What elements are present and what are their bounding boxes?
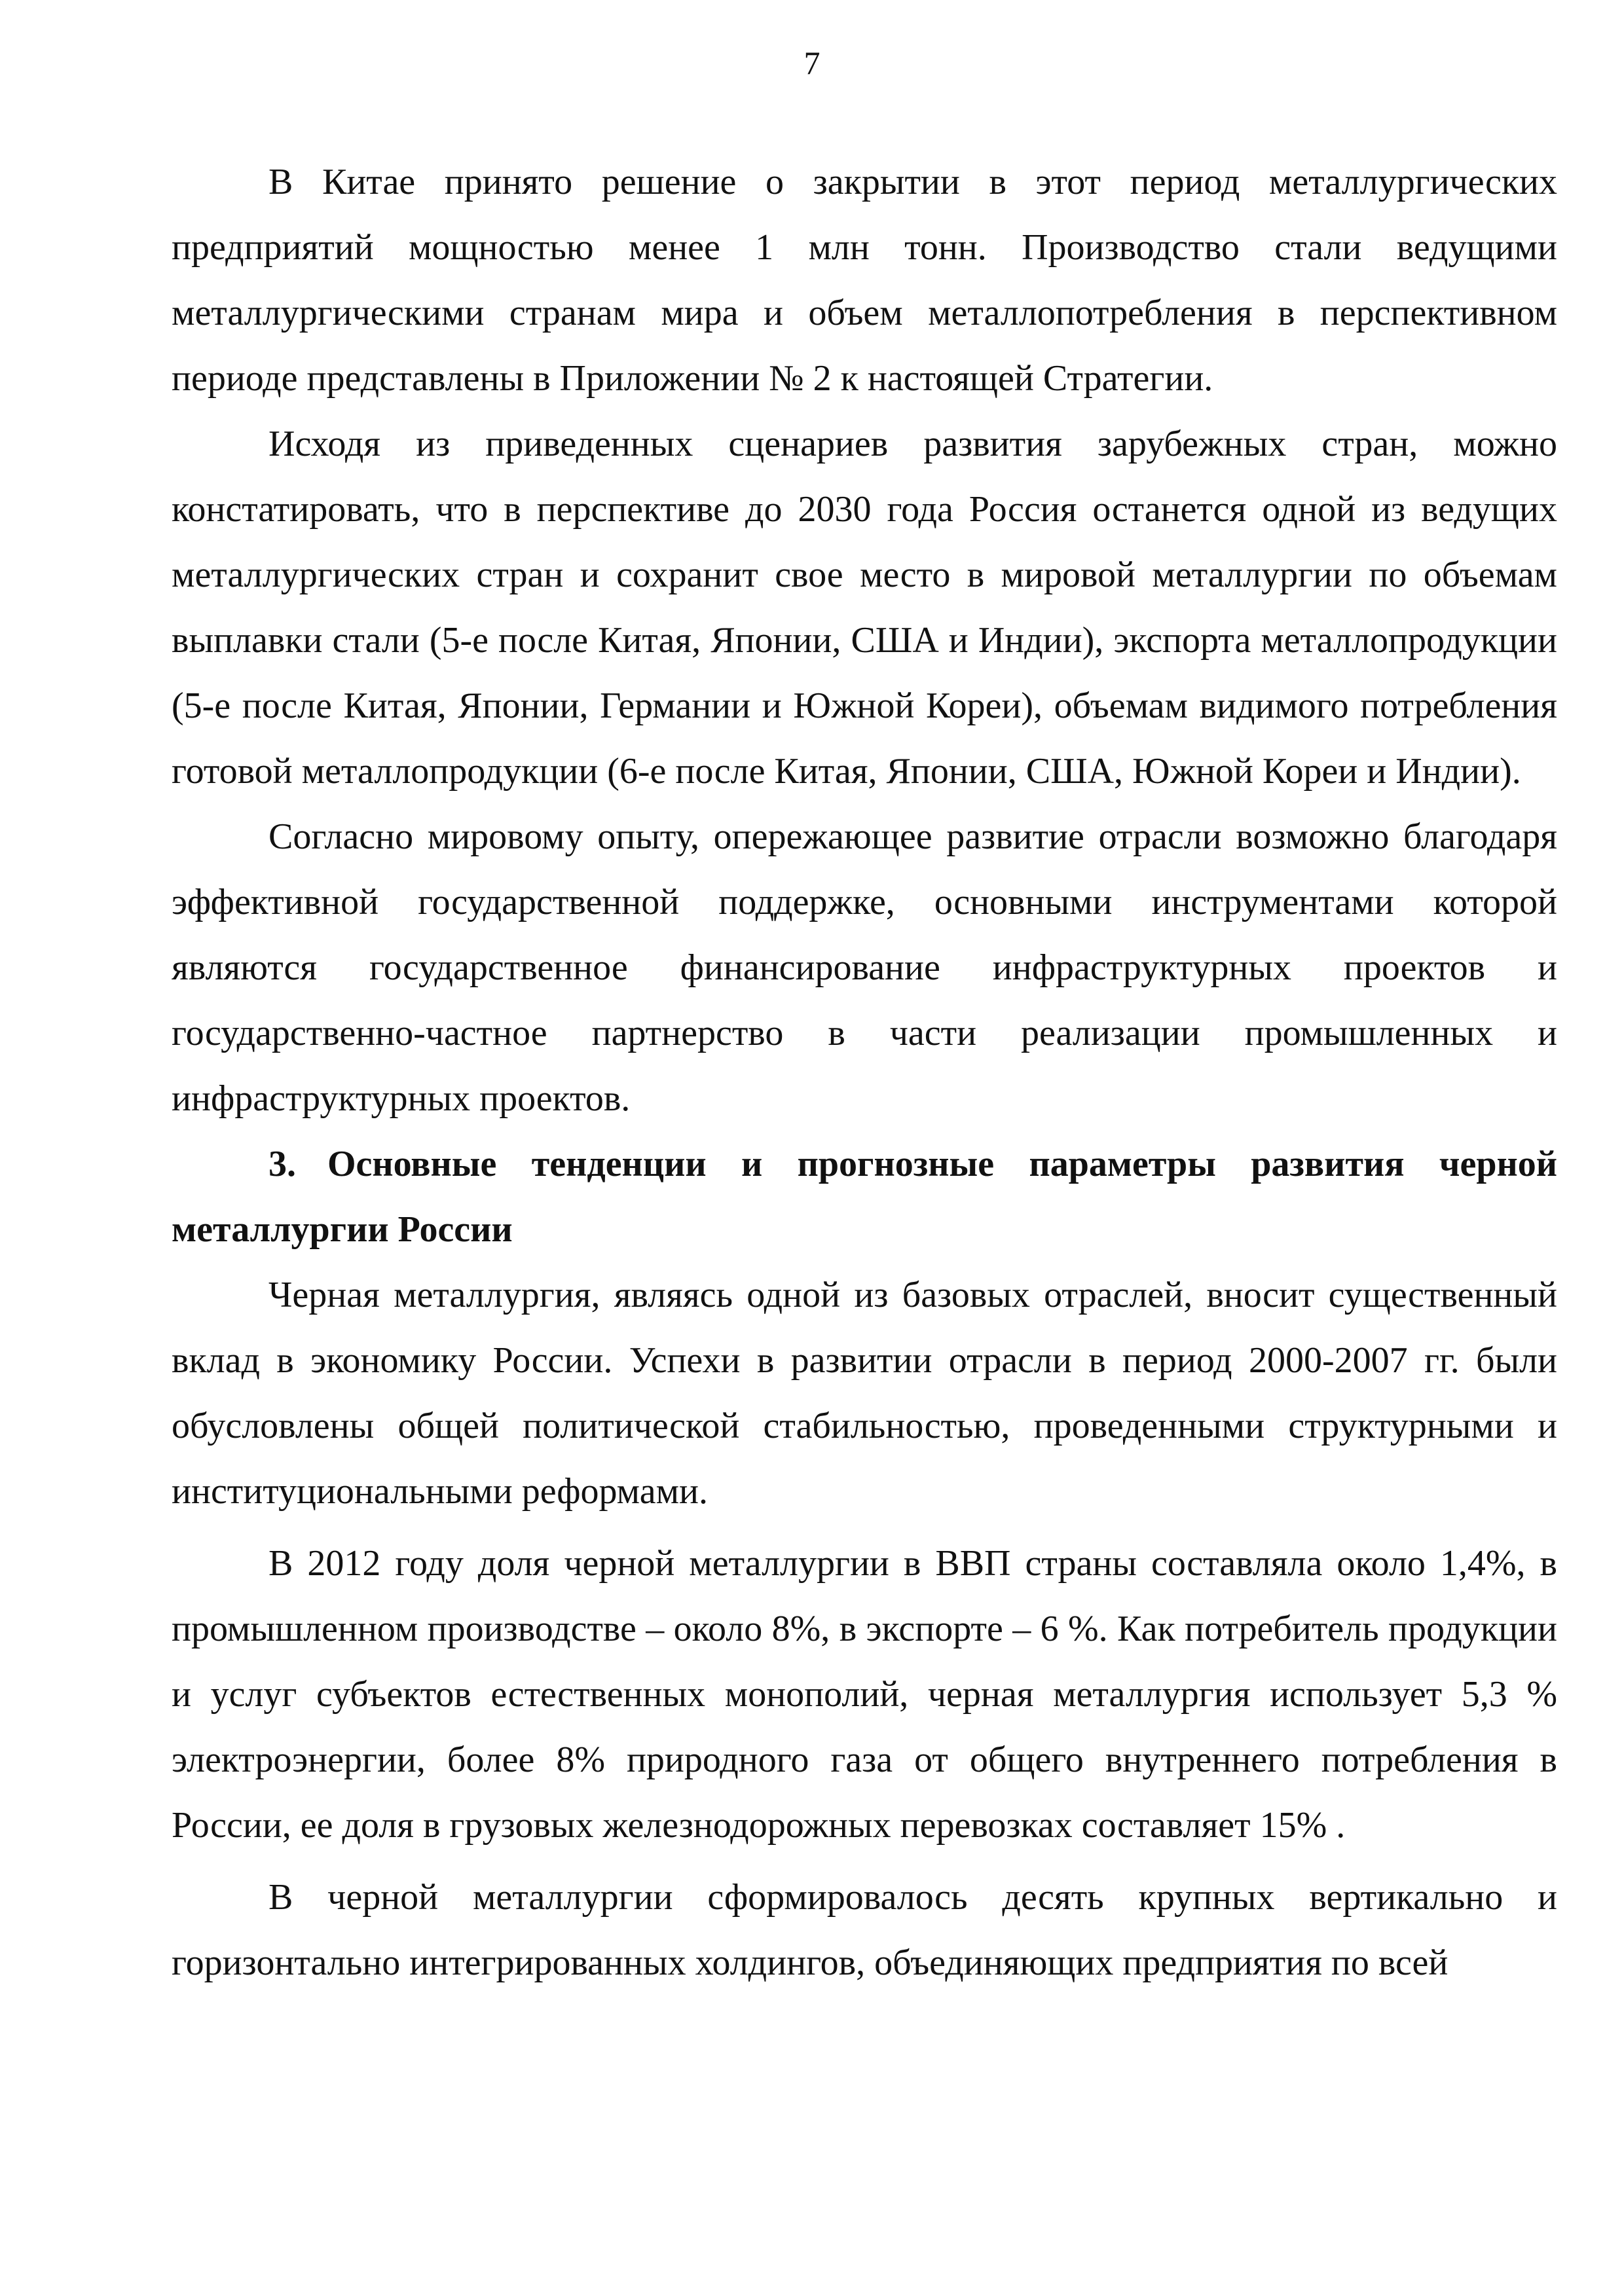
paragraph-gdp-share: В 2012 году доля черной металлургии в ВВП страны составляла около 1,4%, в промышленном производстве – около 8%, в экспорте – 6 %. Как потребитель продукции и услуг субъектов естественных монополий, черная металлургия использует 5,3 % электроэнергии, более 8% природного газа от общего внутреннего потребления в России, ее доля в грузовых железнодорожных перевозках составляет 15% . xyxy=(172,1543,1557,1846)
paragraph-industry-contribution: Черная металлургия, являясь одной из базовых отраслей, вносит существенный вклад в экономику России. Успехи в развитии отрасли в период 2000-2007 гг. были обусловлены общей политической стабильностью, проведенными структурными и институциональными реформами. xyxy=(172,1275,1557,1512)
page-number: 7 xyxy=(803,45,821,81)
section-number: 3. xyxy=(268,1144,296,1184)
document-body xyxy=(172,149,1557,1995)
paragraph-holdings: В черной металлургии сформировалось десять крупных вертикально и горизонтально интегрированных холдингов, объединяющих предприятия по всей xyxy=(172,1877,1557,1983)
paragraph-china-closures: В Китае принято решение о закрытии в этот период металлургических предприятий мощностью менее 1 млн тонн. Производство стали ведущими металлургическими странам мира и объем металлопотребления в перспективном периоде представлены в Приложении № 2 к настоящей Стратегии. xyxy=(172,162,1557,399)
paragraph-russia-position: Исходя из приведенных сценариев развития зарубежных стран, можно констатировать, что в перспективе до 2030 года Россия останется одной из ведущих металлургических стран и сохранит свое место в мировой металлургии по объемам выплавки стали (5-е после Китая, Японии, США и Индии), экспорта металлопродукции (5-е после Китая, Японии, Германии и Южной Кореи), объемам видимого потребления готовой металлопродукции (6-е после Китая, Японии, США, Южной Кореи и Индии). xyxy=(172,424,1557,792)
section-title: Основные тенденции и прогнозные параметры развития черной металлургии России xyxy=(172,1144,1557,1250)
paragraph-state-support: Согласно мировому опыту, опережающее развитие отрасли возможно благодаря эффективной государственной поддержке, основными инструментами которой являются государственное финансирование инфраструктурных проектов и государственно-частное партнерство в части реализации промышленных и инфраструктурных проектов. xyxy=(172,816,1557,1119)
section-heading xyxy=(172,1131,1557,1262)
